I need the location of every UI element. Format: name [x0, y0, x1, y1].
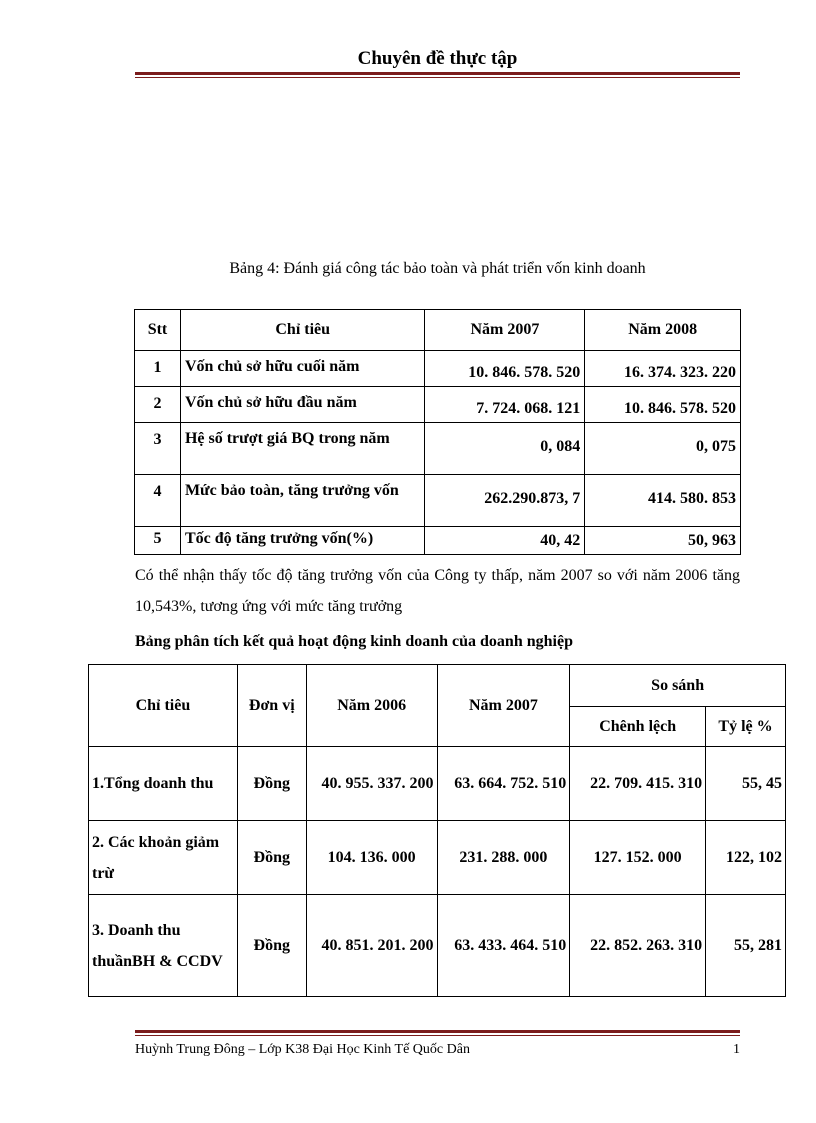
header-cell: Đơn vị [237, 665, 306, 747]
table2-caption: Bảng phân tích kết quả hoạt động kinh doanh của doanh nghiệp [135, 633, 573, 650]
footer-author: Huỳnh Trung Đông – Lớp K38 Đại Học Kinh Tế Quốc Dân [135, 1042, 470, 1057]
value-cell: 122, 102 [706, 821, 786, 895]
value-cell: 55, 281 [706, 895, 786, 997]
header-rule [135, 72, 740, 78]
stt-cell: 1 [135, 351, 181, 387]
value-cell: 10. 846. 578. 520 [425, 351, 585, 387]
header-cell: So sánh [570, 665, 786, 707]
stt-cell: 2 [135, 387, 181, 423]
value-cell: 16. 374. 323. 220 [585, 351, 741, 387]
table-row [89, 747, 786, 821]
table1-caption: Bảng 4: Đánh giá công tác bảo toàn và phát triển vốn kinh doanh [229, 260, 646, 277]
value-cell: 262.290.873, 7 [425, 475, 585, 527]
value-cell: 63. 664. 752. 510 [437, 747, 570, 821]
page-footer [135, 1042, 740, 1058]
header-cell: Năm 2007 [425, 310, 585, 351]
label-cell: 2. Các khoản giảm trừ [89, 821, 238, 895]
value-cell: 50, 963 [585, 527, 741, 555]
header-cell: Năm 2008 [585, 310, 741, 351]
header-cell: Năm 2006 [306, 665, 437, 747]
unit-cell: Đồng [237, 747, 306, 821]
unit-cell: Đồng [237, 895, 306, 997]
header-cell: Chênh lệch [570, 707, 706, 747]
header-cell: Năm 2007 [437, 665, 570, 747]
header-cell: Chỉ tiêu [89, 665, 238, 747]
business-results-table [88, 664, 786, 997]
value-cell: 40. 851. 201. 200 [306, 895, 437, 997]
value-cell: 55, 45 [706, 747, 786, 821]
table-header-row [135, 310, 741, 351]
table-row [135, 351, 741, 387]
table-row [135, 387, 741, 423]
table-row [135, 475, 741, 527]
label-cell: Mức bảo toàn, tăng trưởng vốn [180, 475, 425, 527]
header-cell: Chỉ tiêu [180, 310, 425, 351]
value-cell: 127. 152. 000 [570, 821, 706, 895]
table-header-row [89, 665, 786, 707]
value-cell: 231. 288. 000 [437, 821, 570, 895]
table-row [89, 895, 786, 997]
label-cell: 3. Doanh thu thuầnBH & CCDV [89, 895, 238, 997]
page-header-title: Chuyên đề thực tập [357, 48, 518, 69]
value-cell: 22. 852. 263. 310 [570, 895, 706, 997]
value-cell: 40, 42 [425, 527, 585, 555]
page-number: 1 [733, 1042, 740, 1057]
label-cell: Vốn chủ sở hữu cuối năm [180, 351, 425, 387]
label-cell: Hệ số trượt giá BQ trong năm [180, 423, 425, 475]
table-row [135, 527, 741, 555]
label-cell: Vốn chủ sở hữu đầu năm [180, 387, 425, 423]
table-row [89, 821, 786, 895]
value-cell: 63. 433. 464. 510 [437, 895, 570, 997]
footer-rule [135, 1030, 740, 1036]
unit-cell: Đồng [237, 821, 306, 895]
stt-cell: 5 [135, 527, 181, 555]
label-cell: 1.Tổng doanh thu [89, 747, 238, 821]
table-row [135, 423, 741, 475]
capital-preservation-table [134, 309, 741, 555]
label-cell: Tốc độ tăng trưởng vốn(%) [180, 527, 425, 555]
value-cell: 10. 846. 578. 520 [585, 387, 741, 423]
value-cell: 0, 084 [425, 423, 585, 475]
analysis-paragraph: Có thể nhận thấy tốc độ tăng trưởng vốn của Công ty thấp, năm 2007 so với năm 2006 tăng 10,543%, tương ứng với mức tăng trưởng [135, 567, 740, 615]
header-cell: Tỷ lệ % [706, 707, 786, 747]
header-cell: Stt [135, 310, 181, 351]
stt-cell: 4 [135, 475, 181, 527]
value-cell: 22. 709. 415. 310 [570, 747, 706, 821]
value-cell: 414. 580. 853 [585, 475, 741, 527]
stt-cell: 3 [135, 423, 181, 475]
value-cell: 0, 075 [585, 423, 741, 475]
value-cell: 7. 724. 068. 121 [425, 387, 585, 423]
value-cell: 40. 955. 337. 200 [306, 747, 437, 821]
value-cell: 104. 136. 000 [306, 821, 437, 895]
